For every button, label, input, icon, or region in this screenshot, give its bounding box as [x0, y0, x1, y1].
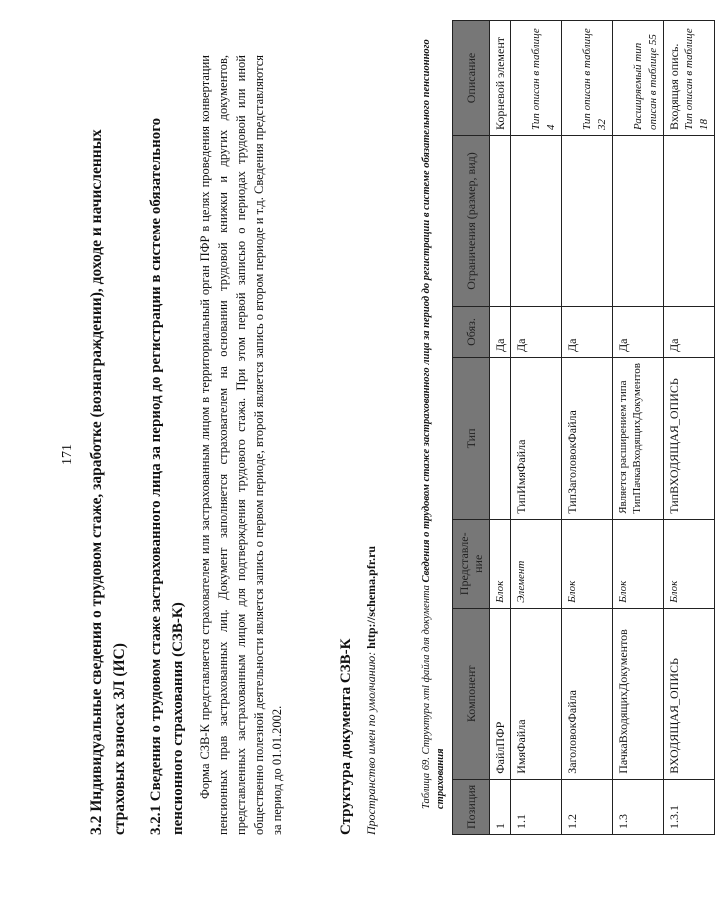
cell-limits: [511, 136, 562, 307]
cell-component: ВХОДЯЩАЯ_ОПИСЬ: [664, 608, 715, 779]
cell-component: ИмяФайла: [511, 608, 562, 779]
cell-description: [562, 21, 613, 136]
header-description: Описание: [453, 21, 490, 136]
description-note: Тип описан в таблице 18: [683, 28, 710, 130]
cell-type: Является расширением типа ТипПачкаВходящихДокументов: [613, 358, 664, 520]
section-heading-3-2: 3.2 Индивидуальные сведения о трудовом стаже, заработке (вознаграждении), доходе и начисленных страховых взносах ЗЛ (ИС): [88, 129, 128, 835]
description-text: Входящая опись.: [667, 43, 681, 130]
cell-representation: Элемент: [511, 519, 562, 608]
cell-required: Да: [664, 307, 715, 358]
structure-heading: Структура документа СЗВ-К: [338, 638, 354, 835]
header-position: Позиция: [453, 779, 490, 834]
cell-description: [490, 21, 511, 136]
cell-pos: 1: [490, 779, 511, 834]
cell-description: [664, 21, 715, 136]
page-number: 171: [60, 444, 75, 465]
table-caption-title: Сведения о трудовом стаже застрахованного лица за период до регистрации в системе обязательного пенсионного страхования: [421, 39, 446, 809]
header-type: Тип: [453, 358, 490, 520]
table-caption-label: Таблица 69. Структура xml файла для документа: [421, 585, 432, 809]
cell-limits: [490, 136, 511, 307]
cell-required: Да: [562, 307, 613, 358]
table-header-row: [453, 21, 490, 835]
description-note: Тип описан в таблице 32: [581, 28, 608, 130]
cell-pos: 1.3: [613, 779, 664, 834]
cell-required: Да: [490, 307, 511, 358]
namespace-label: Пространство имен по умолчанию:: [364, 651, 378, 835]
cell-limits: [613, 136, 664, 307]
description-note: Расширяемый тип описан в таблице 55: [632, 34, 659, 130]
table-row: [511, 21, 562, 835]
cell-representation: Блок: [490, 519, 511, 608]
cell-required: Да: [613, 307, 664, 358]
header-representation: Представле-ние: [453, 519, 490, 608]
cell-representation: Блок: [613, 519, 664, 608]
cell-type: ТипВХОДЯЩАЯ_ОПИСЬ: [664, 358, 715, 520]
cell-component: ФайлПФР: [490, 608, 511, 779]
description-note: Тип описан в таблице 4: [530, 28, 557, 130]
table-row: [664, 21, 715, 835]
structure-table: [452, 20, 715, 835]
cell-component: ЗаголовокФайла: [562, 608, 613, 779]
table-caption: [420, 9, 448, 809]
cell-limits: [562, 136, 613, 307]
cell-required: Да: [511, 307, 562, 358]
namespace-value: http://schema.pfr.ru: [364, 545, 378, 649]
cell-pos: 1.3.1: [664, 779, 715, 834]
cell-type: ТипИмяФайла: [511, 358, 562, 520]
cell-description: [613, 21, 664, 136]
description-text: Корневой элемент: [493, 37, 507, 130]
namespace-line: [364, 546, 379, 835]
table-row: [490, 21, 511, 835]
header-component: Компонент: [453, 608, 490, 779]
cell-limits: [664, 136, 715, 307]
section-heading-3-2-1: 3.2.1 Сведения о трудовом стаже застрахованного лица за период до регистрации в системе обязательного пенсионного страхования (СЗВ-К): [148, 117, 186, 835]
body-paragraph: Форма СЗВ-К представляется страхователем или застрахованным лицом в территориальный орган ПФР в целях проведения конвертации пенсионных прав застрахованных лиц. Документ заполняется страхователем на основании трудовой книжки и других документов, представленных застрахованным лицом для подтверждения трудового стажа. При этом первой записью о периодах трудовой или иной общественно полезной деятельности является запись о первом периоде, второй является запись о втором периоде и т.д. Сведения представляются за период до 01.01.2002.: [198, 55, 284, 835]
table-row: [613, 21, 664, 835]
cell-type: ТипЗаголовокФайла: [562, 358, 613, 520]
cell-pos: 1.1: [511, 779, 562, 834]
cell-component: ПачкаВходящихДокументов: [613, 608, 664, 779]
cell-representation: Блок: [664, 519, 715, 608]
cell-type: [490, 358, 511, 520]
cell-pos: 1.2: [562, 779, 613, 834]
cell-representation: Блок: [562, 519, 613, 608]
header-required: Обяз.: [453, 307, 490, 358]
cell-description: [511, 21, 562, 136]
table-row: [562, 21, 613, 835]
header-limits: Ограничения (размер, вид): [453, 136, 490, 307]
